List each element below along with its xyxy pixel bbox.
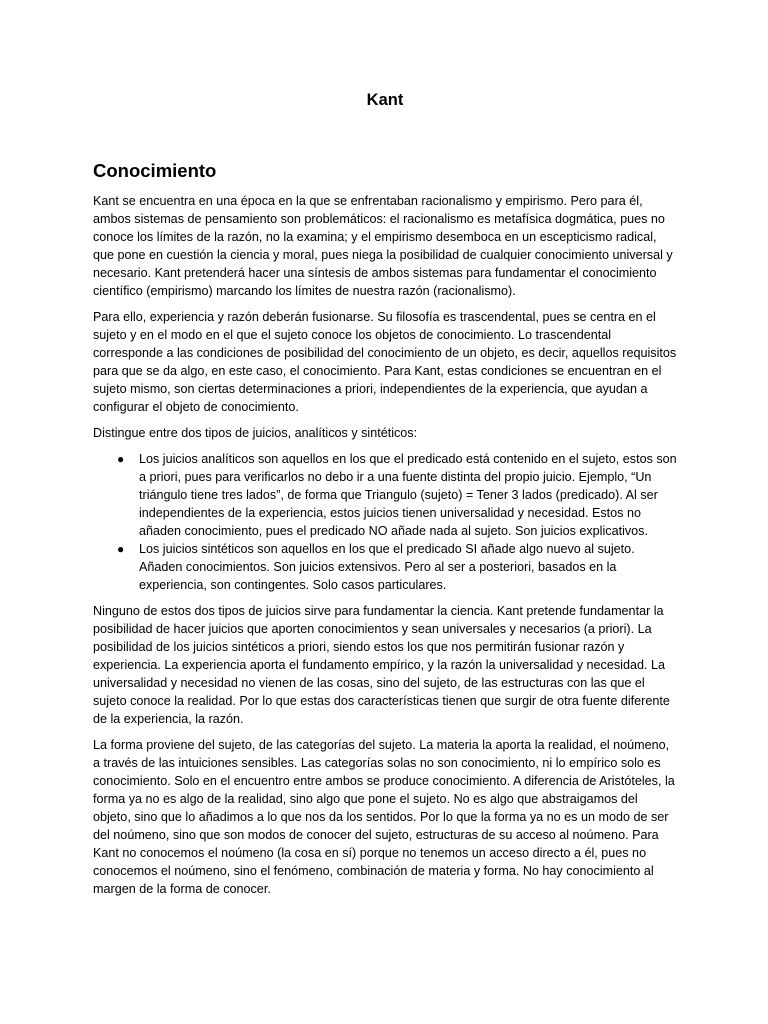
document-body	[93, 192, 677, 906]
list-item-text: Los juicios analíticos son aquellos en los que el predicado está contenido en el sujeto, estos son a priori, pues para verificarlos no debo ir a una fuente distinta del propio juicio. Ejemplo, “Un triángulo tiene tres lados”, de forma que Triangulo (sujeto) = Tener 3 lados (predicado). Al ser independientes de la experiencia, estos juicios tienen universalidad y necesidad. Estos no añaden conocimiento, pues el predicado NO añade nada al sujeto. Son juicios explicativos.	[139, 452, 677, 538]
paragraph: Kant se encuentra en una época en la que se enfrentaban racionalismo y empirismo. Pero para él, ambos sistemas de pensamiento son problemáticos: el racionalismo es metafísica dogmática, pues no conoce los límites de la razón, no la examina; y el empirismo desemboca en un escepticismo radical, que pone en cuestión la ciencia y moral, pues niega la posibilidad de cualquier conocimiento universal y necesario. Kant pretenderá hacer una síntesis de ambos sistemas para fundamentar el conocimiento científico (empirismo) marcando los límites de nuestra razón (racionalismo).	[93, 194, 673, 298]
bullet-list	[93, 450, 677, 594]
bullet-icon: ●	[117, 542, 125, 556]
paragraph: La forma proviene del sujeto, de las categorías del sujeto. La materia la aporta la realidad, el noúmeno, a través de las intuiciones sensibles. Las categorías solas no son conocimiento, ni lo empírico solo es conocimiento. Solo en el encuentro entre ambos se produce conocimiento. A diferencia de Aristóteles, la forma ya no es algo de la realidad, sino algo que pone el sujeto. No es algo que abstraigamos del objeto, sino que lo añadimos a lo que nos da los sentidos. Por lo que la forma ya no es un modo de ser del noúmeno, sino que son modos de conocer del sujeto, estructuras de su acceso al noúmeno. Para Kant no conocemos el noúmeno (la cosa en sí) porque no tenemos un acceso directo a él, pues no conocemos el noúmeno, sino el fenómeno, combinación de materia y forma. No hay conocimiento al margen de la forma de conocer.	[93, 738, 675, 896]
bullet-icon: ●	[117, 452, 125, 466]
section-heading: Conocimiento	[93, 160, 217, 181]
paragraph: Ninguno de estos dos tipos de juicios sirve para fundamentar la ciencia. Kant pretende fundamentar la posibilidad de hacer juicios que aporten conocimientos y sean universales y necesarios (a priori). La posibilidad de los juicios sintéticos a priori, siendo estos los que nos permitirán fusionar razón y experiencia. La experiencia aporta el fundamento empírico, y la razón la universalidad y necesidad. La universalidad y necesidad no vienen de las cosas, sino del sujeto, de las estructuras con las que el sujeto conoce la realidad. Por lo que estas dos características tienen que surgir de otra fuente diferente de la experiencia, la razón.	[93, 604, 670, 726]
document-title: Kant	[366, 91, 404, 109]
paragraph: Distingue entre dos tipos de juicios, analíticos y sintéticos:	[93, 426, 418, 440]
list-item	[117, 540, 677, 594]
paragraph: Para ello, experiencia y razón deberán fusionarse. Su filosofía es trascendental, pues se centra en el sujeto y en el modo en el que el sujeto conoce los objetos de conocimiento. Lo trascendental corresponde a las condiciones de posibilidad del conocimiento de un objeto, es decir, aquellos requisitos para que se da algo, en este caso, el conocimiento. Para Kant, estas condiciones se encuentran en el sujeto mismo, son ciertas determinaciones a priori, independientes de la experiencia, que ayudan a configurar el objeto de conocimiento.	[93, 310, 677, 414]
list-item-text: Los juicios sintéticos son aquellos en los que el predicado SI añade algo nuevo al sujeto. Añaden conocimientos. Son juicios extensivos. Pero al ser a posteriori, basados en la experiencia, son contingentes. Solo casos particulares.	[139, 542, 635, 592]
list-item	[117, 450, 677, 540]
